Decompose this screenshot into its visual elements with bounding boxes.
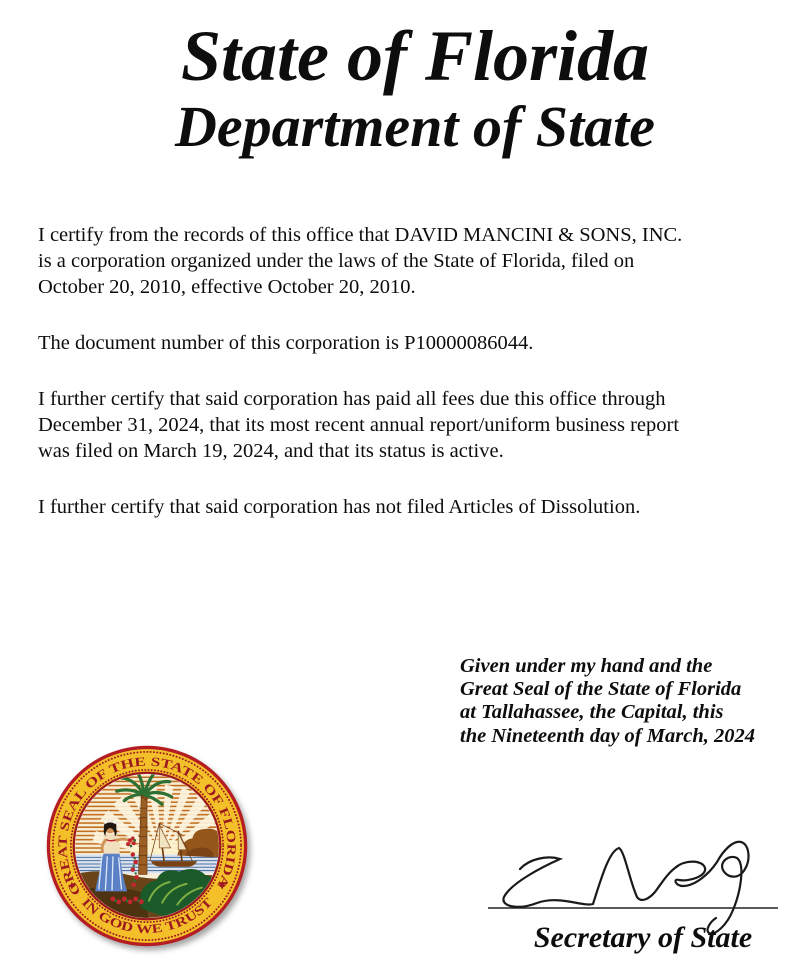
body-line: I further certify that said corporation has paid all fees due this office through <box>38 388 666 410</box>
body-line: is a corporation organized under the laws of the State of Florida, filed on <box>38 250 635 272</box>
body-line: The document number of this corporation is P10000086044. <box>38 332 534 354</box>
secretary-of-state-label: Secretary of State <box>533 921 753 954</box>
seal-top-text: GREAT SEAL OF THE STATE OF FLORIDA <box>55 754 239 898</box>
great-seal-of-florida-icon <box>43 742 251 950</box>
certify-paragraph-1 <box>38 222 778 300</box>
document-number-paragraph <box>38 330 778 356</box>
certificate-body <box>38 222 778 550</box>
body-line: December 31, 2024, that its most recent annual report/uniform business report <box>38 414 680 436</box>
department-title: Department of State <box>174 94 656 159</box>
attestation-block <box>460 655 755 748</box>
attestation-line: Great Seal of the State of Florida <box>460 678 742 701</box>
seal-bottom-text: IN GOD WE TRUST <box>78 895 214 937</box>
body-line: October 20, 2010, effective October 20, 2010. <box>38 276 416 298</box>
dissolution-paragraph <box>38 494 778 520</box>
body-line: was filed on March 19, 2024, and that its status is active. <box>38 440 504 462</box>
attestation-line: the Nineteenth day of March, 2024 <box>460 724 755 747</box>
state-title: State of Florida <box>180 16 650 96</box>
attestation-line: at Tallahassee, the Capital, this <box>460 701 724 724</box>
signature-scrawl <box>503 842 748 934</box>
body-line: I further certify that said corporation has not filed Articles of Dissolution. <box>38 496 641 518</box>
body-line: I certify from the records of this office that DAVID MANCINI & SONS, INC. <box>38 224 683 246</box>
attestation-line: Given under my hand and the <box>460 655 713 677</box>
fees-status-paragraph <box>38 386 778 464</box>
